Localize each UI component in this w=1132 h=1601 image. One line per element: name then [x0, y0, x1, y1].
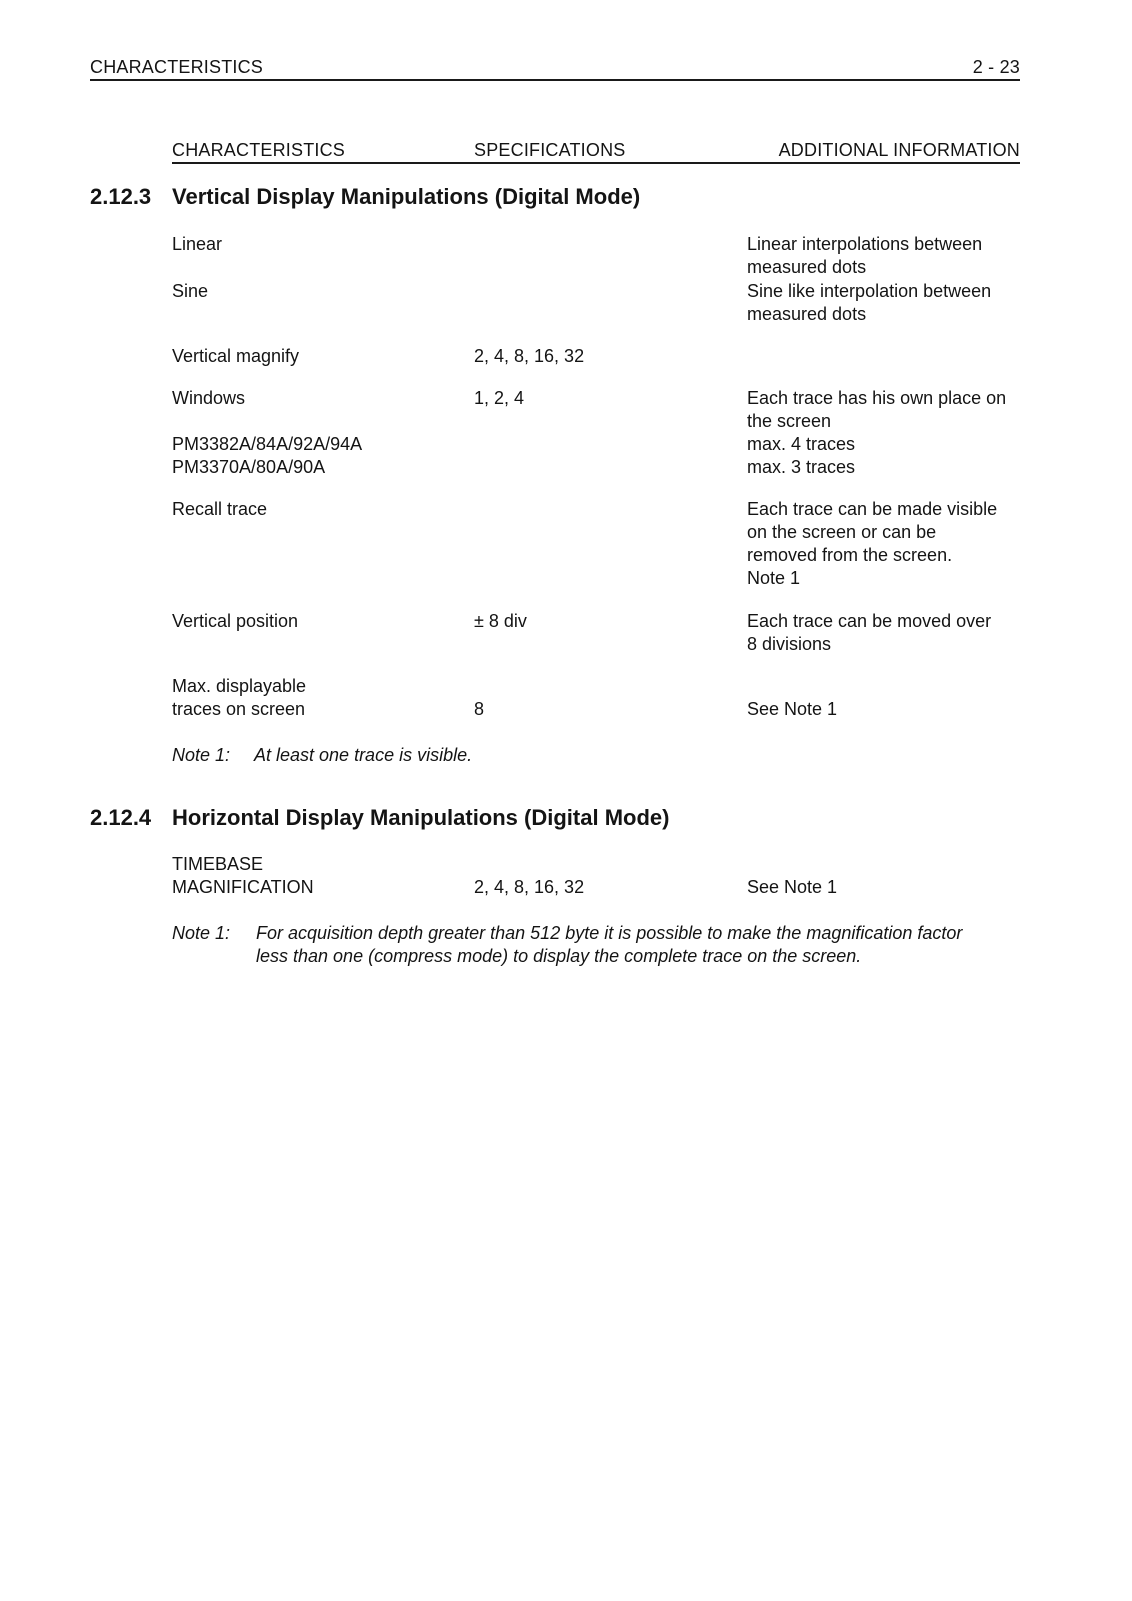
characteristic-sine: Sine: [172, 281, 209, 301]
note-text: At least one trace is visible.: [254, 745, 473, 765]
note-line: less than one (compress mode) to display the complete trace on the screen.: [256, 946, 862, 966]
info-windows: Each trace has his own place on the screen: [747, 388, 1007, 431]
note-label: Note 1:: [172, 923, 231, 943]
spec-vertical-magnify: 2, 4, 8, 16, 32: [474, 346, 585, 366]
section-heading-2-12-3: [90, 184, 640, 210]
info-max-displayable-traces: See Note 1: [747, 699, 838, 719]
note-section-2-12-3: [172, 744, 472, 767]
info-pm3382a: max. 4 traces: [747, 434, 856, 454]
section-title: Vertical Display Manipulations (Digital Mode): [172, 184, 641, 209]
section-title: Horizontal Display Manipulations (Digital Mode): [172, 805, 670, 830]
info-timebase-magnification: See Note 1: [747, 877, 838, 897]
spec-timebase-magnification: 2, 4, 8, 16, 32: [474, 877, 585, 897]
characteristic-recall-trace: Recall trace: [172, 499, 268, 519]
spec-max-displayable-traces: 8: [474, 699, 485, 719]
info-pm3370a: max. 3 traces: [747, 457, 856, 477]
characteristic-timebase-magnification: TIMEBASE MAGNIFICATION: [172, 854, 314, 897]
running-header-title: CHARACTERISTICS: [90, 57, 264, 77]
characteristic-windows: Windows: [172, 388, 246, 408]
spec-vertical-position: ± 8 div: [474, 611, 527, 631]
section-number: 2.12.3: [90, 184, 152, 209]
characteristic-vertical-magnify: Vertical magnify: [172, 346, 300, 366]
note-label: Note 1:: [172, 745, 231, 765]
info-recall-trace: Each trace can be made visible on the screen or can be removed from the screen. Note 1: [747, 499, 998, 588]
page-number: 2 - 23: [972, 57, 1020, 77]
column-header-characteristics: CHARACTERISTICS: [172, 140, 346, 160]
info-linear: Linear interpolations between measured dots: [747, 234, 983, 277]
info-sine: Sine like interpolation between measured dots: [747, 281, 992, 324]
characteristic-vertical-position: Vertical position: [172, 611, 299, 631]
characteristic-pm3382a: PM3382A/84A/92A/94A: [172, 434, 363, 454]
characteristic-max-displayable-traces: Max. displayable traces on screen: [172, 676, 307, 719]
characteristic-linear: Linear: [172, 234, 223, 254]
column-header-specifications: SPECIFICATIONS: [474, 140, 626, 160]
note-line: For acquisition depth greater than 512 byte it is possible to make the magnification factor: [256, 923, 963, 943]
section-heading-2-12-4: [90, 805, 669, 831]
spec-windows: 1, 2, 4: [474, 388, 525, 408]
characteristic-pm3370a: PM3370A/80A/90A: [172, 457, 326, 477]
header-rule: [90, 79, 1020, 81]
column-header-additional-information: ADDITIONAL INFORMATION: [778, 140, 1020, 160]
info-vertical-position: Each trace can be moved over 8 divisions: [747, 611, 992, 654]
column-header-rule: [172, 162, 1020, 164]
section-number: 2.12.4: [90, 805, 152, 830]
